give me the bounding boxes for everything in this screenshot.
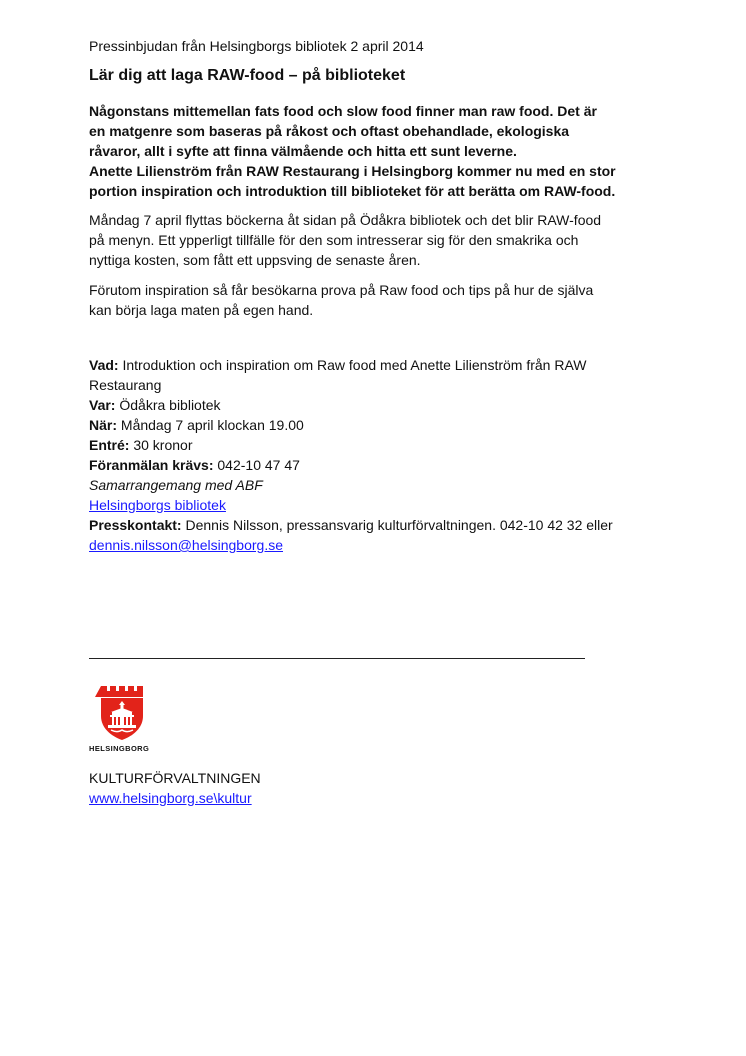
fact-value: Ödåkra bibliotek <box>115 397 221 413</box>
press-email-link[interactable]: dennis.nilsson@helsingborg.se <box>89 537 283 553</box>
lead-line: portion inspiration och introduktion till biblioteket för att berätta om RAW-food. <box>89 183 616 199</box>
fact-label: När: <box>89 417 118 433</box>
lead-line: en matgenre som baseras på råkost och oftast obehandlade, ekologiska <box>89 123 570 139</box>
body-line: Måndag 7 april flyttas böckerna åt sidan på Ödåkra bibliotek och det blir RAW-food <box>89 212 602 228</box>
fact-label: Vad: <box>89 357 119 373</box>
lead-paragraph <box>89 101 664 201</box>
helsingborg-crest-icon <box>89 684 155 742</box>
fact-registration <box>89 455 664 475</box>
body-line: nyttiga kosten, som fått ett uppsving de senaste åren. <box>89 252 421 268</box>
body-paragraph-2 <box>89 280 664 320</box>
footer <box>89 768 261 808</box>
lead-line: Anette Lilienström från RAW Restaurang i Helsingborg kommer nu med en stor <box>89 163 616 179</box>
fact-entry <box>89 435 664 455</box>
fact-value: 042-10 47 47 <box>213 457 300 473</box>
library-link[interactable]: Helsingborgs bibliotek <box>89 497 226 513</box>
fact-what <box>89 355 664 375</box>
body-line: kan börja laga maten på egen hand. <box>89 302 314 318</box>
helsingborg-logo <box>89 684 155 756</box>
lead-line: råvaror, allt i syfte att finna välmående och hitta ett sunt leverne. <box>89 143 517 159</box>
fact-press-contact <box>89 515 664 535</box>
page-title: Lär dig att laga RAW-food – på biblioteket <box>89 67 406 84</box>
body-line: på menyn. Ett ypperligt tillfälle för den som intresserar sig för den smakrika och <box>89 232 579 248</box>
event-facts <box>89 355 664 555</box>
fact-library-link-row <box>89 495 664 515</box>
divider <box>89 658 585 659</box>
lead-line: Någonstans mittemellan fats food och slow food finner man raw food. Det är <box>89 103 597 119</box>
body-line: Förutom inspiration så får besökarna prova på Raw food och tips på hur de själva <box>89 282 594 298</box>
press-release-body <box>89 36 664 555</box>
fact-value: Introduktion och inspiration om Raw food med Anette Lilienström från RAW <box>118 357 587 373</box>
fact-label: Föranmälan krävs: <box>89 457 214 473</box>
logo-wordmark: HELSINGBORG <box>89 744 150 753</box>
department-name: KULTURFÖRVALTNINGEN <box>89 770 261 786</box>
press-email-row <box>89 535 664 555</box>
fact-when <box>89 415 664 435</box>
fact-value: 30 kronor <box>129 437 193 453</box>
fact-label: Entré: <box>89 437 130 453</box>
body-paragraph-1 <box>89 210 664 270</box>
fact-label: Var: <box>89 397 116 413</box>
website-link[interactable]: www.helsingborg.se\kultur <box>89 790 252 806</box>
fact-value: Måndag 7 april klockan 19.00 <box>117 417 304 433</box>
intro-line: Pressinbjudan från Helsingborgs bibliotek 2 april 2014 <box>89 38 424 54</box>
fact-label: Presskontakt: <box>89 517 182 533</box>
fact-partnership <box>89 475 664 495</box>
fact-what-continued: Restaurang <box>89 377 162 393</box>
fact-value: Dennis Nilsson, pressansvarig kulturförvaltningen. 042-10 42 32 eller <box>181 517 613 533</box>
fact-where <box>89 395 664 415</box>
partnership-text: Samarrangemang med ABF <box>89 477 263 493</box>
